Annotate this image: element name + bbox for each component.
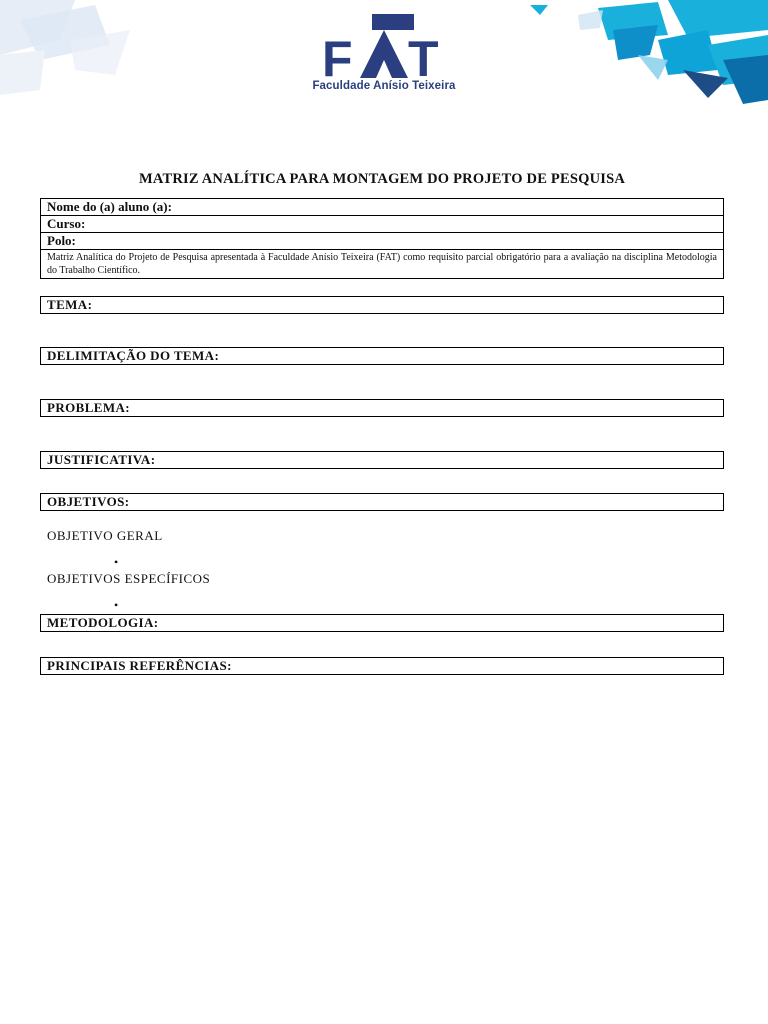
svg-text:T: T [408,31,439,78]
objetivos-especificos-bullet[interactable]: • [114,598,119,612]
course-label[interactable]: Curso: [41,216,724,233]
student-info-table [40,198,724,279]
section-objetivos[interactable]: OBJETIVOS: [40,493,724,511]
fat-logo-mark [320,14,448,78]
header-decoration-left [0,0,160,110]
institution-logo [296,14,472,98]
objetivo-geral-label: OBJETIVO GERAL [47,528,163,543]
section-tema[interactable]: TEMA: [40,296,724,314]
document-description: Matriz Analítica do Projeto de Pesquisa apresentada à Faculdade Anísio Teixeira (FAT) como requisito parcial obrigatório para a avaliação na disciplina Metodologia do Trabalho Científico. [41,250,724,279]
description-row [41,250,724,279]
course-row [41,216,724,233]
polo-label[interactable]: Polo: [41,233,724,250]
institution-name: Faculdade Anísio Teixeira [312,80,456,92]
document-title: MATRIZ ANALÍTICA PARA MONTAGEM DO PROJETO DE PESQUISA [138,171,626,187]
svg-text:F: F [322,31,353,78]
section-problema[interactable]: PROBLEMA: [40,399,724,417]
section-metodologia[interactable]: METODOLOGIA: [40,614,724,632]
objetivos-especificos-label: OBJETIVOS ESPECÍFICOS [47,571,211,586]
section-delimitacao[interactable]: DELIMITAÇÃO DO TEMA: [40,347,724,365]
student-name-label[interactable]: Nome do (a) aluno (a): [41,199,724,216]
objetivo-geral-bullet[interactable]: • [114,555,119,569]
section-justificativa[interactable]: JUSTIFICATIVA: [40,451,724,469]
header-decoration-right [518,0,768,104]
polo-row [41,233,724,250]
section-referencias[interactable]: PRINCIPAIS REFERÊNCIAS: [40,657,724,675]
student-name-row [41,199,724,216]
